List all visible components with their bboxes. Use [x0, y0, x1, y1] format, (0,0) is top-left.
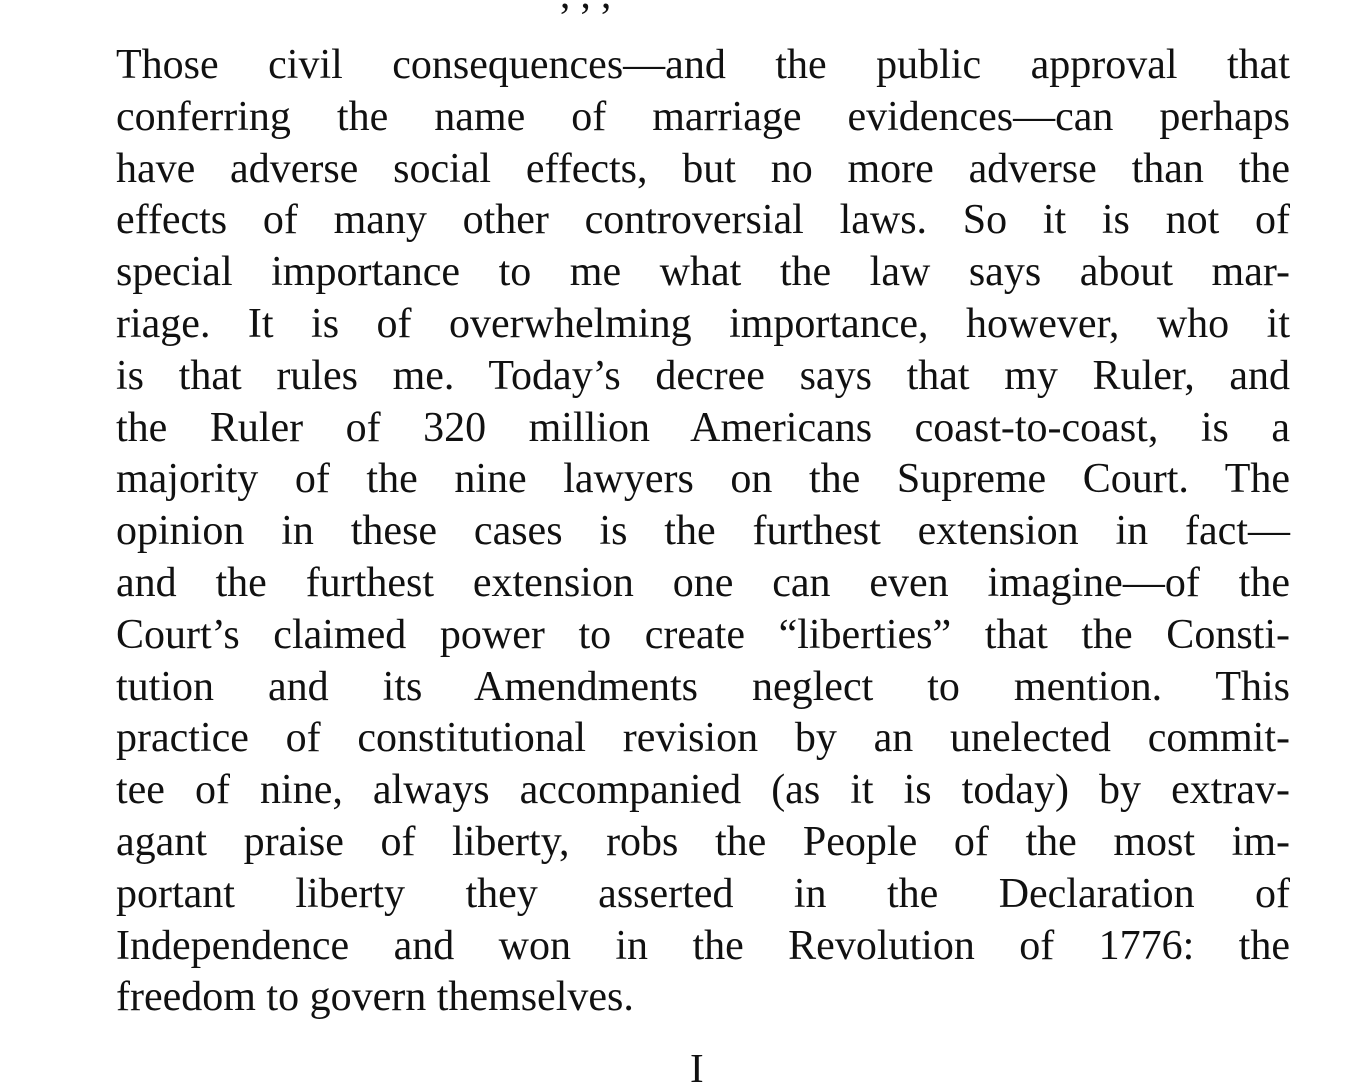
- paragraph-line: effects of many other controversial laws. So it is not of: [116, 197, 1290, 244]
- paragraph-line: is that rules me. Today’s decree says that my Ruler, and: [116, 352, 1290, 399]
- paragraph-line: special importance to me what the law says about mar-: [116, 249, 1290, 296]
- paragraph-line: riage. It is of overwhelming importance, however, who it: [116, 300, 1290, 347]
- paragraph-line: portant liberty they asserted in the Declaration of: [116, 870, 1290, 917]
- paragraph-line: tution and its Amendments neglect to mention. This: [116, 663, 1290, 710]
- paragraph-line: majority of the nine lawyers on the Supreme Court. The: [116, 456, 1290, 503]
- paragraph-line: and the furthest extension one can even imagine—of the: [116, 559, 1290, 606]
- paragraph-line: practice of constitutional revision by an unelected commit-: [116, 715, 1290, 762]
- paragraph-line: opinion in these cases is the furthest extension in fact—: [116, 508, 1290, 555]
- paragraph-line: freedom to govern themselves.: [116, 974, 634, 1021]
- paragraph-line: Those civil consequences—and the public approval that: [116, 42, 1290, 88]
- body-paragraph: [116, 40, 1290, 1024]
- section-numeral: I: [690, 1045, 704, 1091]
- paragraph-line: agant praise of liberty, robs the People of the most im-: [116, 818, 1290, 865]
- paragraph-line: the Ruler of 320 million Americans coast-to-coast, is a: [116, 404, 1290, 451]
- paragraph-line: have adverse social effects, but no more adverse than the: [116, 145, 1290, 192]
- paragraph-line: Independence and won in the Revolution of 1776: the: [116, 922, 1290, 969]
- paragraph-line: conferring the name of marriage evidences—can perhaps: [116, 93, 1290, 140]
- paragraph-line: Court’s claimed power to create “liberties” that the Consti-: [116, 611, 1290, 658]
- paragraph-line: tee of nine, always accompanied (as it is today) by extrav-: [116, 767, 1290, 814]
- cut-off-header-text: [560, 0, 611, 15]
